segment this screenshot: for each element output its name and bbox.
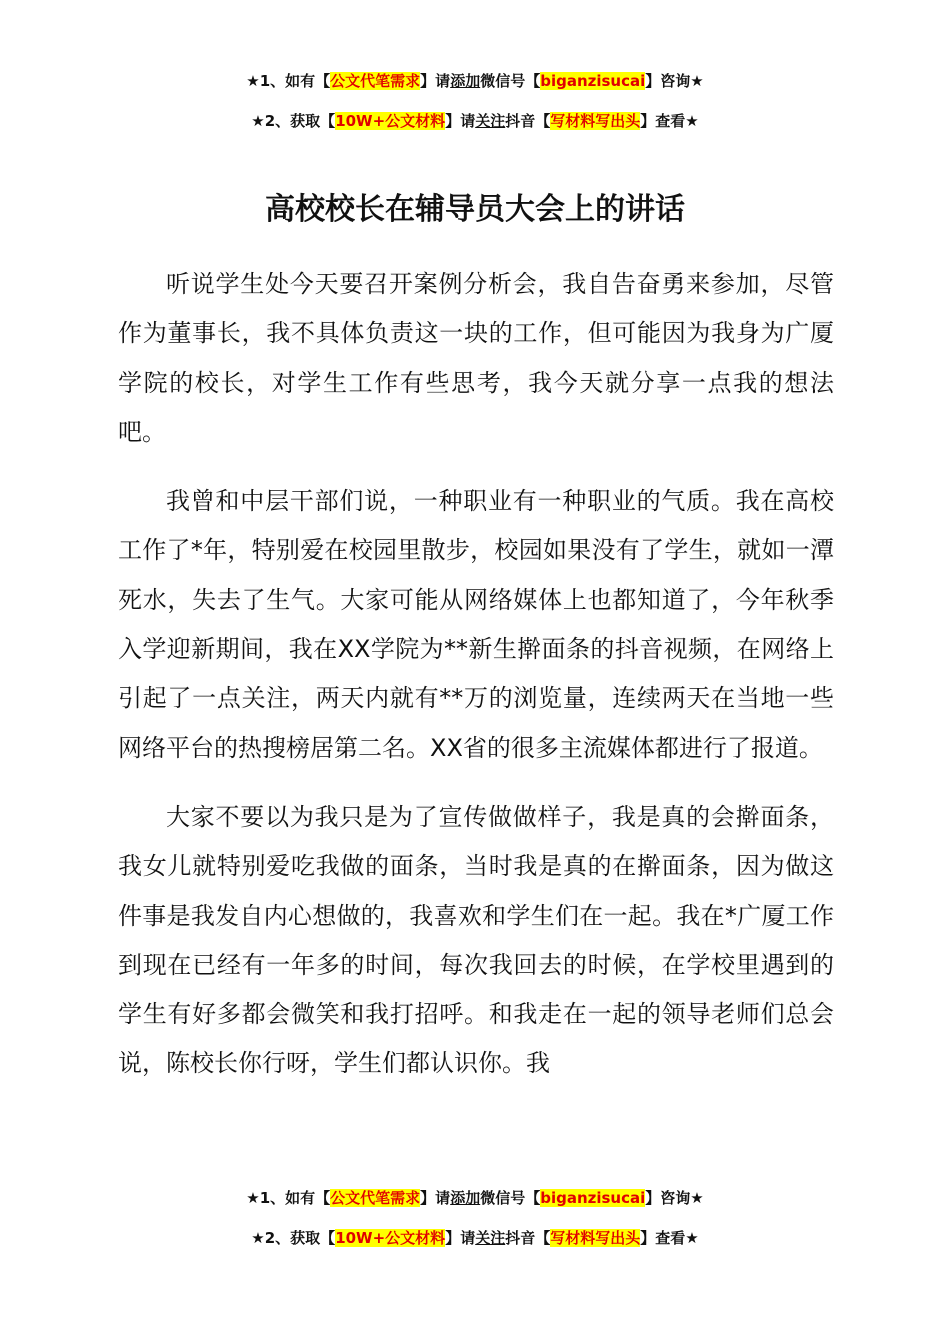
banner-text: 】咨询★ xyxy=(645,1189,704,1207)
banner-highlight: 10W+公文材料 xyxy=(335,112,446,130)
banner-text: 】查看★ xyxy=(640,112,699,130)
banner-highlight: 写材料写出头 xyxy=(550,1229,641,1247)
banner-highlight: 写材料写出头 xyxy=(550,112,641,130)
header-banner-line-2 xyxy=(0,110,950,132)
banner-text: ★2、获取【 xyxy=(251,112,336,130)
footer-banner-line-2 xyxy=(0,1227,950,1249)
banner-underlined: 添加 xyxy=(450,72,481,90)
banner-text: 】请 xyxy=(445,112,476,130)
banner-highlight: 公文代笔需求 xyxy=(330,1189,421,1207)
banner-underlined: 关注 xyxy=(475,112,506,130)
banner-text: ★1、如有【 xyxy=(246,1189,331,1207)
banner-text: 抖音【 xyxy=(505,112,551,130)
document-title: 高校校长在辅导员大会上的讲话 xyxy=(265,192,685,227)
document-body xyxy=(118,260,834,1109)
banner-text: ★1、如有【 xyxy=(246,72,331,90)
paragraph: 我曾和中层干部们说，一种职业有一种职业的气质。我在高校工作了*年，特别爱在校园里散步，校园如果没有了学生，就如一潭死水，失去了生气。大家可能从网络媒体上也都知道了，今年秋季入学迎新期间，我在XX学院为**新生擀面条的抖音视频，在网络上引起了一点关注，两天内就有**万的浏览量，连续两天在当地一些网络平台的热搜榜居第二名。XX省的很多主流媒体都进行了报道。 xyxy=(118,487,834,762)
header-banner-line-1 xyxy=(0,70,950,92)
banner-text: 】请 xyxy=(420,1189,451,1207)
banner-highlight: biganzisucai xyxy=(540,1189,646,1207)
banner-highlight: 公文代笔需求 xyxy=(330,72,421,90)
paragraph: 大家不要以为我只是为了宣传做做样子，我是真的会擀面条，我女儿就特别爱吃我做的面条，当时我是真的在擀面条，因为做这件事是我发自内心想做的，我喜欢和学生们在一起。我在*广厦工作到现在已经有一年多的时间，每次我回去的时候，在学校里遇到的学生有好多都会微笑和我打招呼。和我走在一起的领导老师们总会说，陈校长你行呀，学生们都认识你。我 xyxy=(118,802,834,1078)
banner-text: ★2、获取【 xyxy=(251,1229,336,1247)
banner-text: 微信号【 xyxy=(480,1189,541,1207)
banner-text: 】请 xyxy=(445,1229,476,1247)
banner-underlined: 关注 xyxy=(475,1229,506,1247)
footer-banner-line-1 xyxy=(0,1187,950,1209)
banner-text: 】咨询★ xyxy=(645,72,704,90)
banner-text: 】查看★ xyxy=(640,1229,699,1247)
banner-highlight: biganzisucai xyxy=(540,72,646,90)
banner-text: 】请 xyxy=(420,72,451,90)
banner-text: 微信号【 xyxy=(480,72,541,90)
paragraph: 听说学生处今天要召开案例分析会，我自告奋勇来参加，尽管作为董事长，我不具体负责这一块的工作，但可能因为我身为广厦学院的校长，对学生工作有些思考，我今天就分享一点我的想法吧。 xyxy=(118,270,834,446)
banner-highlight: 10W+公文材料 xyxy=(335,1229,446,1247)
banner-text: 抖音【 xyxy=(505,1229,551,1247)
banner-underlined: 添加 xyxy=(450,1189,481,1207)
